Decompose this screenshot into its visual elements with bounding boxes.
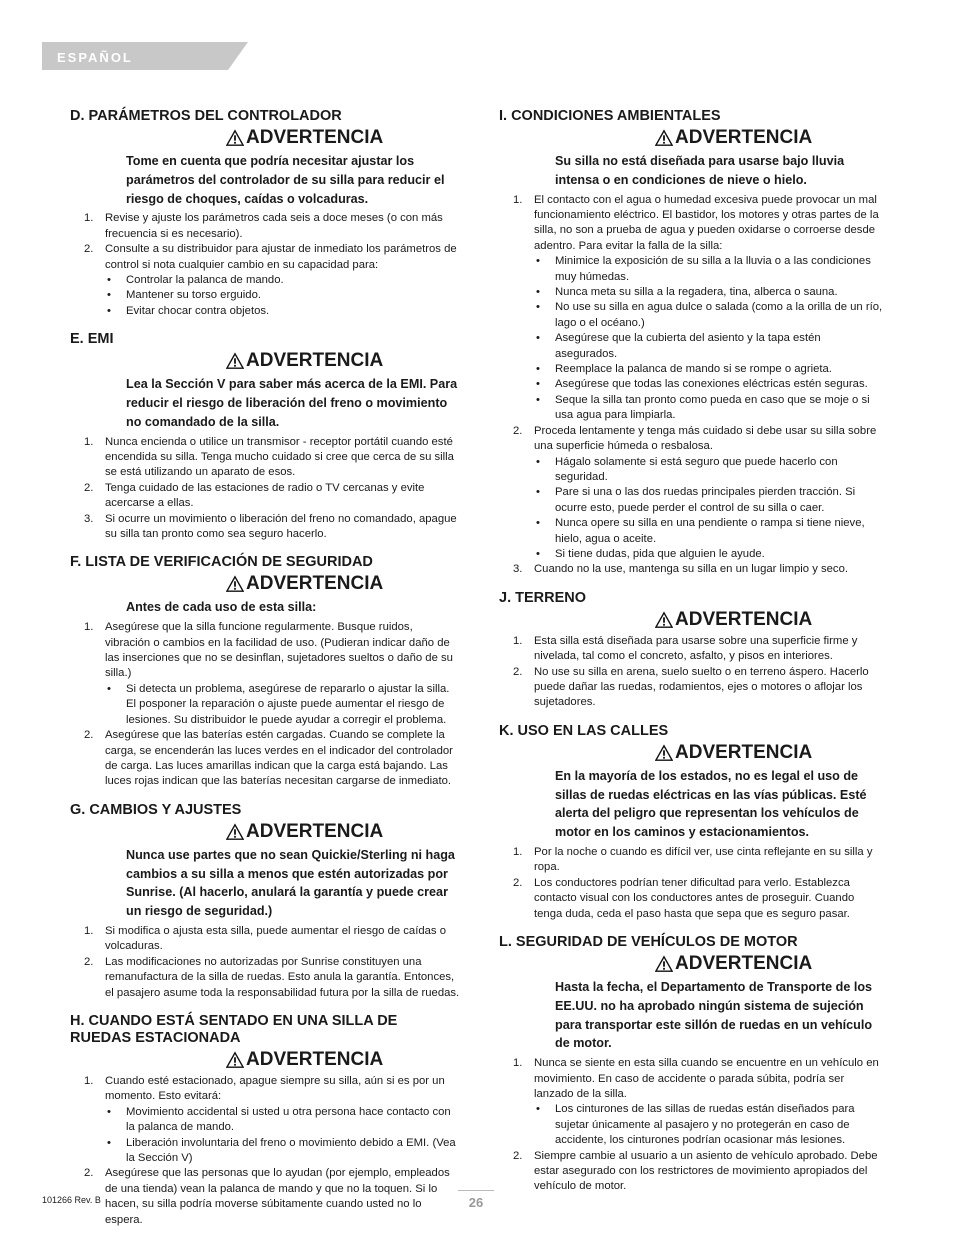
item-text: El contacto con el agua o humedad excesiva puede provocar un mal funcionamiento eléctrico. El bastidor, los motores y otras partes de la silla, no son a prueba de agua y pueden oxidarse o corroerse desde adentro. Para evitar la falla de la silla:	[534, 193, 879, 252]
item-number: 3.	[513, 563, 523, 576]
bullet-list	[534, 455, 885, 563]
item-number: 1.	[84, 1074, 94, 1087]
item-text: Esta silla está diseñada para usarse sobre una superficie firme y nivelada, tal como el concreto, asfalto, y pisos en interiores.	[534, 634, 858, 663]
item-text: Los conductores podrían tener dificultad para verlo. Establezca contacto visual con los conductores antes de proseguir. Cuando tenga duda, ceda el paso hasta que sepa que es seguro pasar.	[534, 876, 855, 920]
bullet-list	[105, 273, 460, 319]
document-code: 101266 Rev. B	[42, 1195, 101, 1205]
bullet-item: • Asegúrese que todas las conexiones eléctricas estén seguras.	[534, 377, 885, 392]
bullet-item: • Seque la silla tan pronto como pueda en caso que se moje o si usa agua para limpiarla.	[534, 393, 885, 424]
spacer	[70, 1001, 460, 1013]
warning-heading	[226, 351, 460, 371]
bullet-item: • Liberación involuntaria del freno o movimiento debido a EMI. (Vea la Sección V)	[105, 1136, 460, 1167]
bullet-item: • Los cinturones de las sillas de ruedas están diseñados para sujetar únicamente al pasajero y no protegerán en caso de accidente, los cinturones podrían ocasionar más lesiones.	[534, 1102, 885, 1148]
warning-triangle-icon	[655, 129, 673, 147]
item-text: Proceda lentamente y tenga más cuidado si debe usar su silla sobre una superficie húmeda o resbalosa.	[534, 424, 877, 453]
item-number: 1.	[84, 212, 94, 225]
section	[499, 723, 885, 934]
section-title: K. USO EN LAS CALLES	[499, 722, 669, 739]
bullet-item: • Nunca meta su silla a la regadera, tina, alberca o sauna.	[534, 285, 885, 300]
bullet-list	[534, 254, 885, 423]
numbered-list	[70, 1074, 460, 1228]
warning-label: ADVERTENCIA	[246, 820, 384, 842]
warning-label: ADVERTENCIA	[246, 127, 384, 148]
bullet-item: • Nunca opere su silla en una pendiente o rampa si tiene nieve, hielo, agua o aceite.	[534, 516, 885, 547]
bullet-item: • Pare si una o las dos ruedas principales pierden tracción. Si ocurre esto, puede perder el control de su silla o caer.	[534, 485, 885, 516]
warning-heading	[226, 1050, 460, 1070]
numbered-list	[499, 193, 885, 578]
item-number: 1.	[513, 1057, 523, 1070]
warning-triangle-icon	[226, 1051, 244, 1069]
spacer	[70, 542, 460, 554]
warning-heading	[655, 954, 885, 974]
item-number: 2.	[513, 665, 523, 678]
bullet-item: • Reemplace la palanca de mando si se rompe o agrieta.	[534, 362, 885, 377]
section-title: J. TERRENO	[499, 589, 587, 606]
item-text: Asegúrese que las baterías estén cargadas. Cuando se complete la carga, se encenderán las luces verdes en el indicador del controlador de carga. Las luces amarillas indican que la carga está bajando. Las luces rojas indican que las baterías necesitan cargarse de inmediato.	[105, 729, 453, 788]
list-item	[70, 435, 460, 481]
item-number: 2.	[513, 1149, 523, 1162]
section-title: D. PARÁMETROS DEL CONTROLADOR	[70, 108, 342, 124]
warning-text: Tome en cuenta que podría necesitar ajustar los parámetros del controlador de su silla para reducir el riesgo de choques, caídas o volcaduras.	[126, 154, 445, 206]
list-item	[70, 620, 460, 728]
item-number: 2.	[84, 481, 94, 494]
numbered-list	[70, 620, 460, 789]
warning-heading	[655, 610, 885, 630]
warning-heading	[655, 128, 885, 148]
spacer	[70, 790, 460, 802]
warning-text: Antes de cada uso de esta silla:	[126, 600, 317, 615]
bullet-item: • Evitar chocar contra objetos.	[105, 304, 460, 319]
spacer	[70, 319, 460, 331]
warning-label: ADVERTENCIA	[246, 573, 384, 595]
warning-text: Su silla no está diseñada para usarse bajo lluvia intensa o en condiciones de nieve o hielo.	[555, 154, 845, 187]
warning-text: En la mayoría de los estados, no es legal el uso de sillas de ruedas eléctricas en las vías públicas. Esté alerta del peligro que representan los vehículos de motor en los caminos y estacionamientos.	[555, 768, 867, 840]
item-text: Nunca encienda o utilice un transmisor - receptor portátil cuando esté encendida su silla. Tenga mucho cuidado si cree que cerca de su silla se está utilizando un aparato de esos.	[105, 435, 454, 479]
warning-triangle-icon	[655, 611, 673, 629]
left-column	[70, 108, 460, 1240]
item-text: Nunca se siente en esta silla cuando se encuentre en un vehículo en movimiento. En caso de accidente o parada súbita, podría ser lanzado de la silla.	[534, 1057, 879, 1100]
item-number: 2.	[513, 876, 523, 889]
item-number: 2.	[84, 729, 94, 742]
warning-text: Hasta la fecha, el Departamento de Transporte de los EE.UU. no ha aprobado ningún sistema de sujeción para transportar este sillón de ruedas en un vehículo de motor.	[555, 980, 873, 1051]
section	[70, 802, 460, 1013]
item-number: 2.	[84, 1167, 94, 1180]
warning-label: ADVERTENCIA	[675, 741, 813, 763]
warning-triangle-icon	[226, 823, 244, 841]
list-item	[499, 634, 885, 665]
item-text: Cuando no la use, mantenga su silla en un lugar limpio y seco.	[534, 563, 848, 576]
warning-heading	[655, 743, 885, 763]
spacer	[499, 578, 885, 590]
list-item	[70, 728, 460, 790]
list-item	[70, 211, 460, 242]
list-item	[499, 1056, 885, 1148]
item-number: 1.	[513, 845, 523, 858]
bullet-item: • Movimiento accidental si usted u otra persona hace contacto con la palanca de mando.	[105, 1105, 460, 1136]
list-item	[70, 242, 460, 319]
warning-text: Nunca use partes que no sean Quickie/Sterling ni haga cambios a su silla a menos que estén autorizadas por Sunrise. (Al hacerlo, anulará la garantía y puede crear un riesgo de seguridad.)	[126, 847, 455, 919]
warning-label: ADVERTENCIA	[675, 127, 813, 148]
list-item	[499, 424, 885, 563]
section-title: F. LISTA DE VERIFICACIÓN DE SEGURIDAD	[70, 554, 373, 571]
bullet-item: • Minimice la exposición de su silla a la lluvia o a las condiciones muy húmedas.	[534, 254, 885, 285]
warning-label: ADVERTENCIA	[246, 1048, 384, 1070]
warning-heading	[226, 574, 460, 594]
warning-triangle-icon	[226, 352, 244, 370]
section	[70, 331, 460, 554]
section-title: H. CUANDO ESTÁ SENTADO EN UNA SILLA DE RUEDAS ESTACIONADA	[70, 1012, 398, 1046]
item-number: 2.	[84, 243, 94, 256]
section-title: I. CONDICIONES AMBIENTALES	[499, 108, 721, 124]
section-title: E. EMI	[70, 331, 114, 348]
warning-triangle-icon	[226, 129, 244, 147]
list-item	[70, 1074, 460, 1166]
numbered-list	[499, 634, 885, 711]
bullet-item: • No use su silla en agua dulce o salada (como a la orilla de un río, lago o el océano.)	[534, 300, 885, 331]
section-title: G. CAMBIOS Y AJUSTES	[70, 801, 242, 818]
section	[70, 554, 460, 801]
list-item	[70, 955, 460, 1001]
item-number: 1.	[84, 621, 94, 634]
bullet-item: • Si tiene dudas, pida que alguien le ayude.	[534, 547, 885, 562]
bullet-item: • Mantener su torso erguido.	[105, 288, 460, 303]
numbered-list	[499, 1056, 885, 1195]
item-text: No use su silla en arena, suelo suelto o en terreno áspero. Hacerlo puede dañar las ruedas, rodamientos, ejes o motores o aflojar los sujetadores.	[534, 665, 869, 709]
list-item	[499, 1149, 885, 1195]
list-item	[499, 193, 885, 424]
warning-label: ADVERTENCIA	[675, 608, 813, 630]
bullet-list	[105, 1105, 460, 1167]
numbered-list	[499, 845, 885, 922]
numbered-list	[70, 924, 460, 1001]
warning-heading	[226, 128, 460, 148]
section	[499, 934, 885, 1207]
item-text: Siempre cambie al usuario a un asiento de vehículo aprobado. Debe estar asegurado con los restrictores de movimiento apropiados del vehículo de motor.	[534, 1149, 878, 1193]
item-text: Las modificaciones no autorizadas por Sunrise constituyen una remanufactura de la silla de ruedas. Esto anula la garantía. Entonces, el pasajero asume toda la responsabilidad futura por la silla de ruedas.	[105, 955, 460, 999]
list-item	[499, 665, 885, 711]
bullet-list	[534, 1102, 885, 1148]
page-number: 26	[458, 1190, 494, 1210]
section	[499, 108, 885, 590]
item-number: 1.	[84, 435, 94, 448]
bullet-item: • Controlar la palanca de mando.	[105, 273, 460, 288]
item-text: Cuando esté estacionado, apague siempre su silla, aún si es por un momento. Esto evitará:	[105, 1074, 445, 1103]
bullet-item: • Asegúrese que la cubierta del asiento y la tapa estén asegurados.	[534, 331, 885, 362]
warning-triangle-icon	[655, 744, 673, 762]
item-text: Si modifica o ajusta esta silla, puede aumentar el riesgo de caídas o volcaduras.	[105, 924, 446, 953]
list-item	[70, 1166, 460, 1228]
section	[70, 1013, 460, 1240]
warning-triangle-icon	[655, 955, 673, 973]
warning-text: Lea la Sección V para saber más acerca de la EMI. Para reducir el riesgo de liberación del freno o movimiento no comandado de la silla.	[126, 377, 458, 429]
item-text: Asegúrese que la silla funcione regularmente. Busque ruidos, vibración o cambios en la facilidad de uso. (Pudieran indicar daño de las inserciones que no se desinflan, sujetadores sueltos o daño de su silla.)	[105, 621, 453, 680]
spacer	[499, 711, 885, 723]
item-text: Por la noche o cuando es difícil ver, use cinta reflejante en su silla y ropa.	[534, 845, 873, 874]
item-text: Revise y ajuste los parámetros cada seis a doce meses (o con más frecuencia si es necesario).	[105, 212, 443, 240]
list-item	[499, 562, 885, 577]
spacer	[499, 1195, 885, 1207]
warning-heading	[226, 822, 460, 842]
spacer	[70, 1228, 460, 1240]
language-label: ESPAÑOL	[57, 50, 133, 65]
item-text: Consulte a su distribuidor para ajustar de inmediato los parámetros de control si nota cualquier cambio en su capacidad para:	[105, 243, 457, 271]
item-number: 2.	[513, 424, 523, 437]
bullet-item: • Hágalo solamente si está seguro que puede hacerlo con seguridad.	[534, 455, 885, 486]
list-item	[70, 512, 460, 543]
item-number: 2.	[84, 955, 94, 968]
right-column	[499, 108, 885, 1207]
list-item	[70, 481, 460, 512]
warning-triangle-icon	[226, 575, 244, 593]
warning-label: ADVERTENCIA	[246, 350, 384, 372]
section-title: L. SEGURIDAD DE VEHÍCULOS DE MOTOR	[499, 934, 798, 950]
bullet-item: • Si detecta un problema, asegúrese de repararlo o ajustar la silla. El posponer la reparación o ajuste puede aumentar el riesgo de lesiones. Su distribuidor le puede ayudar a corregir el problema.	[105, 682, 460, 728]
item-number: 1.	[513, 193, 523, 206]
item-text: Si ocurre un movimiento o liberación del freno no comandado, apague su silla tan pronto como sea seguro hacerlo.	[105, 512, 457, 541]
language-tab	[42, 42, 248, 70]
list-item	[70, 924, 460, 955]
item-number: 3.	[84, 512, 94, 525]
warning-label: ADVERTENCIA	[675, 953, 813, 974]
section	[499, 590, 885, 723]
numbered-list	[70, 211, 460, 319]
spacer	[499, 922, 885, 934]
item-number: 1.	[513, 634, 523, 647]
list-item	[499, 845, 885, 876]
section	[70, 108, 460, 331]
item-number: 1.	[84, 924, 94, 937]
item-text: Asegúrese que las personas que lo ayudan (por ejemplo, empleados de una tienda) vean la palanca de mando y que no la toquen. Si lo hacen, su silla podría moverse súbitamente cuando usted no lo espera.	[105, 1167, 450, 1226]
item-text: Tenga cuidado de las estaciones de radio o TV cercanas y evite acercarse a ellas.	[105, 481, 425, 510]
list-item	[499, 876, 885, 922]
numbered-list	[70, 435, 460, 543]
bullet-list	[105, 682, 460, 728]
